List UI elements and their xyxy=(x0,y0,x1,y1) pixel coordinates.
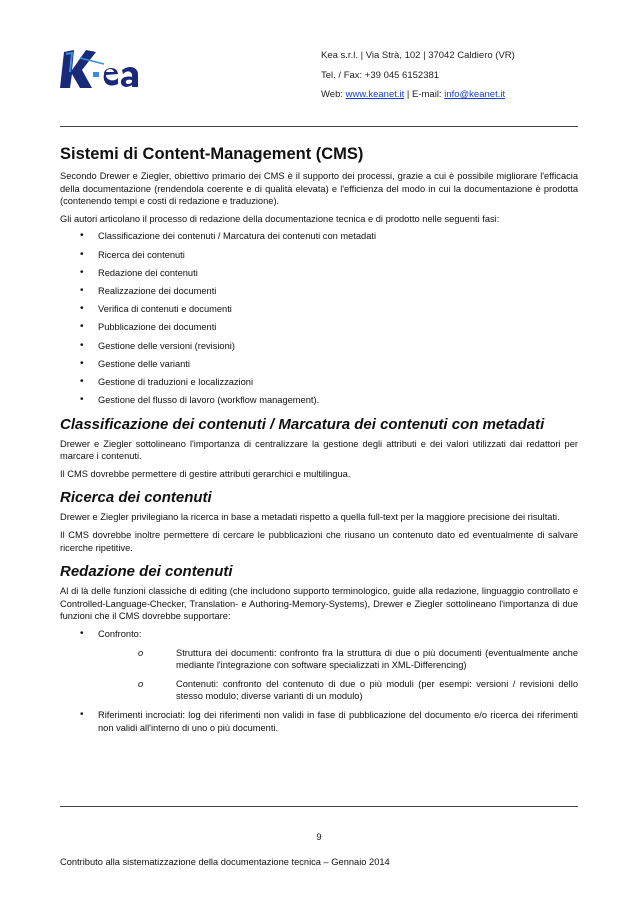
list-item: • Ricerca dei contenuti xyxy=(60,249,578,262)
phase-list xyxy=(60,230,578,406)
paragraph: Drewer e Ziegler sottolineano l'importanza di centralizzare la gestione degli attributi e dei valori utilizzati dai redattori per marcare i contenuti. xyxy=(60,438,578,462)
paragraph: Il CMS dovrebbe inoltre permettere di cercare le pubblicazioni che riusano un contenuto dato ed eventualmente di salvare ricerche ripetitive. xyxy=(60,530,578,553)
list-item: • Classificazione dei contenuti / Marcatura dei contenuti con metadati xyxy=(60,230,578,243)
list-item: • Riferimenti incrociati: log dei riferimenti non validi in fase di pubblicazione del documento e/o ricerca dei riferimenti non validi all'interno di uno o più documenti. xyxy=(60,709,578,734)
website-link[interactable]: www.keanet.it xyxy=(345,89,405,100)
list-item: • Redazione dei contenuti xyxy=(60,267,578,280)
paragraph: Il CMS dovrebbe permettere di gestire attributi gerarchici e multilingua. xyxy=(60,468,351,479)
paragraph: Drewer e Ziegler privilegiano la ricerca in base a metadati rispetto a quella full-text per la maggiore precisione dei risultati. xyxy=(60,512,560,523)
page-number: 9 xyxy=(316,832,322,842)
list-item: • Verifica di contenuti e documenti xyxy=(60,303,578,316)
email-link[interactable]: info@keanet.it xyxy=(444,89,506,100)
kea-logo xyxy=(60,44,140,92)
web-email-line xyxy=(321,85,515,105)
list-item: • Pubblicazione dei documenti xyxy=(60,321,578,334)
section-title-redazione: Redazione dei contenuti xyxy=(60,563,233,581)
email-label: | E-mail: xyxy=(404,89,445,100)
function-list xyxy=(60,628,578,734)
list-item: • Gestione delle versioni (revisioni) xyxy=(60,340,578,353)
paragraph: Secondo Drewer e Ziegler, obiettivo primario dei CMS è il supporto dei processi, grazie a cui è possibile migliorare l'efficacia della documentazione (rendendola coerente e di qualità elevata) e l'efficienza del modo in cui la documentazione è prodotta (contenendo tempi e costi di redazione e traduzione). xyxy=(60,171,578,207)
sub-list-item: o Contenuti: confronto del contenuto di due o più moduli (per esempi: versioni / revisioni dello stesso modulo; diverse varianti di un modulo) xyxy=(138,678,578,703)
company-address: Kea s.r.l. | Via Strà, 102 | 37042 Caldiero (VR) xyxy=(321,50,515,61)
paragraph: Al di là delle funzioni classiche di editing (che includono supporto terminologico, guide alla redazione, linguaggio controllato e Controlled-Language-Checker, Translation- e Authoring-Memory-Systems), Drewer e Ziegler sottolineano l'importanza di due funzioni che il CMS dovrebbe supportare: xyxy=(60,586,578,622)
list-item: • Gestione di traduzioni e localizzazioni xyxy=(60,376,578,389)
list-item xyxy=(60,628,578,703)
web-label: Web: xyxy=(321,89,346,100)
section-title-ricerca: Ricerca dei contenuti xyxy=(60,489,212,507)
section-title-cms: Sistemi di Content-Management (CMS) xyxy=(60,145,364,163)
sub-list xyxy=(98,647,578,703)
list-item: • Gestione del flusso di lavoro (workflow management). xyxy=(60,394,578,407)
sub-list-item: o Struttura dei documenti: confronto fra la struttura di due o più documenti (eventualmente anche mediante l'integrazione con software specializzati in XML-Differencing) xyxy=(138,647,578,672)
footer-rule xyxy=(60,806,578,807)
list-item: • Gestione delle varianti xyxy=(60,358,578,371)
document-body xyxy=(60,145,578,740)
section-title-classificazione: Classificazione dei contenuti / Marcatura dei contenuti con metadati xyxy=(60,415,545,433)
list-item-label: Confronto: xyxy=(98,629,142,639)
footer-text: Contributo alla sistematizzazione della documentazione tecnica – Gennaio 2014 xyxy=(60,857,390,867)
phone-fax: Tel. / Fax: +39 045 6152381 xyxy=(321,69,440,81)
paragraph: Gli autori articolano il processo di redazione della documentazione tecnica e di prodotto nelle seguenti fasi: xyxy=(60,213,500,224)
contact-info xyxy=(321,46,515,105)
list-item: • Realizzazione dei documenti xyxy=(60,285,578,298)
header-rule xyxy=(60,126,578,127)
